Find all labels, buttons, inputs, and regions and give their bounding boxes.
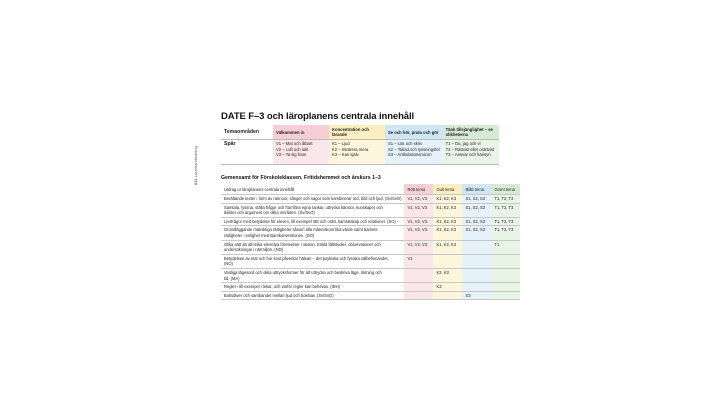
curriculum-row-text bbox=[221, 268, 404, 282]
curriculum-text-line: Betydelsen av mat och hur kost påverkar hälsan – det psykiska och fysiska välbefinnandet. bbox=[224, 255, 389, 261]
theme-col-blue: Se och hör, prata och gör bbox=[385, 125, 443, 140]
curriculum-cell-red: V1, V2, V3 bbox=[404, 203, 433, 217]
curriculum-cell-red: V1, V2, V3 bbox=[404, 226, 433, 240]
track-cell-yellow bbox=[329, 140, 385, 165]
track-line: S1 – Läs och skriv bbox=[388, 141, 423, 146]
curriculum-cell-yellow: K1, K2, K3 bbox=[433, 226, 462, 240]
track-line: K3 – Kan själv bbox=[332, 152, 359, 158]
track-line: S2 – Tal/ad och lyssningsfel bbox=[388, 146, 440, 152]
curriculum-table bbox=[221, 184, 520, 300]
curriculum-cell-yellow bbox=[433, 254, 462, 268]
curriculum-cell-green: T1, T2, T3 bbox=[491, 226, 520, 240]
curriculum-header-green: Grönt tema bbox=[491, 184, 520, 195]
curriculum-text-line: undersökningar i närmiljön. (NO) bbox=[224, 247, 284, 253]
section-title: Gemensamt för Förskoleklassen, Fritidshemmet och årskurs 1–3 bbox=[221, 175, 381, 181]
curriculum-row bbox=[221, 240, 520, 254]
curriculum-cell-green bbox=[491, 268, 520, 282]
theme-track-row bbox=[221, 140, 499, 165]
page-number: 611 bbox=[193, 178, 198, 185]
curriculum-cell-green bbox=[491, 291, 520, 300]
track-line: T2 – Rättvist eller orättvist bbox=[445, 146, 495, 152]
curriculum-text-line: Livsfrågor med betydelse för eleven, till exempel rätt och orätt, kamratskap och relationer. (SO) bbox=[224, 218, 396, 224]
track-line: K2 – Inträrera mera bbox=[332, 146, 369, 152]
curriculum-cell-blue bbox=[462, 268, 491, 282]
track-row-label: Spår bbox=[221, 140, 273, 165]
curriculum-row-text bbox=[221, 291, 404, 300]
curriculum-cell-blue: S3 bbox=[462, 291, 491, 300]
curriculum-header-blue: Blått tema bbox=[462, 184, 491, 195]
curriculum-row-text bbox=[221, 217, 404, 226]
curriculum-row bbox=[221, 195, 520, 204]
track-cell-red bbox=[273, 140, 329, 165]
curriculum-text-line: åsikter och argument om olika områden. (Sv/SvO) bbox=[224, 210, 315, 216]
curriculum-row bbox=[221, 217, 520, 226]
side-label-text: Lärarhandledning bbox=[193, 146, 198, 178]
curriculum-text-line: Berättande texter i form av rarinoor, sånger och sagor som kombinerar ord, bild och ljud. (Sv/SvO) bbox=[224, 196, 402, 201]
curriculum-header-yellow: Gult tema bbox=[433, 184, 462, 195]
curriculum-text-line: (NO) bbox=[224, 261, 233, 267]
curriculum-cell-yellow: K3 bbox=[433, 283, 462, 292]
theme-col-red: Välkommen in bbox=[273, 125, 329, 140]
theme-header-label: Temaområden bbox=[221, 125, 273, 140]
curriculum-row-text bbox=[221, 195, 404, 204]
track-line: S3 – Artikulationsmicon bbox=[388, 152, 432, 158]
curriculum-cell-green bbox=[491, 254, 520, 268]
curriculum-text-line: Bokstäver och sambandet mellan ljud och bokstav. (Sv/SvO) bbox=[224, 292, 334, 298]
curriculum-row-text bbox=[221, 240, 404, 254]
curriculum-cell-yellow: K2, K3 bbox=[433, 268, 462, 282]
curriculum-cell-red bbox=[404, 268, 433, 282]
curriculum-header-desc: Utdrag ur läroplanens centrala innehåll bbox=[221, 184, 404, 195]
curriculum-cell-yellow: K1, K2, K3 bbox=[433, 195, 462, 204]
curriculum-cell-red: V1, V2, V3 bbox=[404, 195, 433, 204]
curriculum-header-red: Rött tema bbox=[404, 184, 433, 195]
curriculum-text-line: tid. (MA) bbox=[224, 275, 240, 281]
curriculum-row bbox=[221, 203, 520, 217]
curriculum-cell-red bbox=[404, 283, 433, 292]
curriculum-cell-green: T1, T2, T3 bbox=[491, 203, 520, 217]
curriculum-cell-yellow: K1, K2, K3 bbox=[433, 217, 462, 226]
curriculum-cell-blue: S1, S2, S3 bbox=[462, 195, 491, 204]
curriculum-cell-yellow: K1, K2, K3 bbox=[433, 203, 462, 217]
curriculum-row-text bbox=[221, 226, 404, 240]
track-line: V2 – Luft och lukt bbox=[276, 146, 309, 152]
curriculum-row-text bbox=[221, 254, 404, 268]
curriculum-row bbox=[221, 283, 520, 292]
curriculum-body bbox=[221, 195, 520, 300]
curriculum-cell-blue: S1, S2, S3 bbox=[462, 203, 491, 217]
curriculum-cell-red: V1, V2, V3 bbox=[404, 217, 433, 226]
curriculum-text-line: Grundläggande mänskliga rättigheter såsom alla människors lika värde samt barnets bbox=[224, 227, 378, 233]
curriculum-cell-red bbox=[404, 291, 433, 300]
curriculum-header-row bbox=[221, 184, 520, 195]
curriculum-cell-green: T1, T2, T3 bbox=[491, 195, 520, 204]
curriculum-text-line: Regler i till exempel i lekar, och varför regler kan behövas. (IDH) bbox=[224, 284, 341, 290]
curriculum-row bbox=[221, 254, 520, 268]
page-title: DATE F–3 och läroplanens centrala innehåll bbox=[221, 111, 415, 122]
track-line: K1 – Ljud bbox=[332, 141, 350, 146]
track-line: V1 – Mat och åtbart bbox=[276, 141, 313, 146]
track-cell-green bbox=[443, 140, 499, 165]
curriculum-text-line: Samtala, lyssna, ställa frågor och framföra egna tankar, uttrycka känslor, kunskaper och bbox=[224, 204, 383, 210]
curriculum-cell-yellow: K1, K2, K3 bbox=[433, 240, 462, 254]
curriculum-row-text bbox=[221, 203, 404, 217]
side-margin-label bbox=[193, 146, 198, 185]
curriculum-cell-yellow bbox=[433, 291, 462, 300]
track-cell-blue bbox=[385, 140, 443, 165]
curriculum-row-text bbox=[221, 283, 404, 292]
theme-table bbox=[221, 125, 499, 165]
curriculum-row bbox=[221, 226, 520, 240]
curriculum-row bbox=[221, 291, 520, 300]
curriculum-text-line: Olika sätt att utforska elevnära företeelser i skolan. Enkla fältstudier, observationer och bbox=[224, 241, 381, 247]
theme-col-yellow: Koncentration och lärande bbox=[329, 125, 385, 140]
curriculum-cell-blue: S1, S2, S3 bbox=[462, 226, 491, 240]
curriculum-cell-blue: S1, S2, S3 bbox=[462, 217, 491, 226]
curriculum-cell-blue bbox=[462, 254, 491, 268]
curriculum-cell-blue bbox=[462, 240, 491, 254]
curriculum-cell-green: T1 bbox=[491, 240, 520, 254]
curriculum-cell-red: V1 bbox=[404, 254, 433, 268]
curriculum-text-line: Vanliga lägesord och olika uttrycksformer för att uttrycka och beskriva läge, riktning och bbox=[224, 269, 382, 275]
curriculum-cell-green bbox=[491, 283, 520, 292]
theme-header-row bbox=[221, 125, 499, 140]
curriculum-cell-blue bbox=[462, 283, 491, 292]
track-line: T3 – Ansvar och hänsyn bbox=[445, 152, 491, 158]
curriculum-cell-red: V1, V2, V3 bbox=[404, 240, 433, 254]
track-line: T1 – Du, jag och vi bbox=[445, 141, 481, 146]
curriculum-row bbox=[221, 268, 520, 282]
curriculum-text-line: rättigheter i enlighet med Barnkonventionen. (SO) bbox=[224, 232, 315, 238]
curriculum-cell-green: T1, T2, T3 bbox=[491, 217, 520, 226]
track-line: V3 – Ta sig fram bbox=[276, 152, 307, 158]
theme-col-green: Tänk tillsjänglighet – se olikheterna bbox=[443, 125, 499, 140]
